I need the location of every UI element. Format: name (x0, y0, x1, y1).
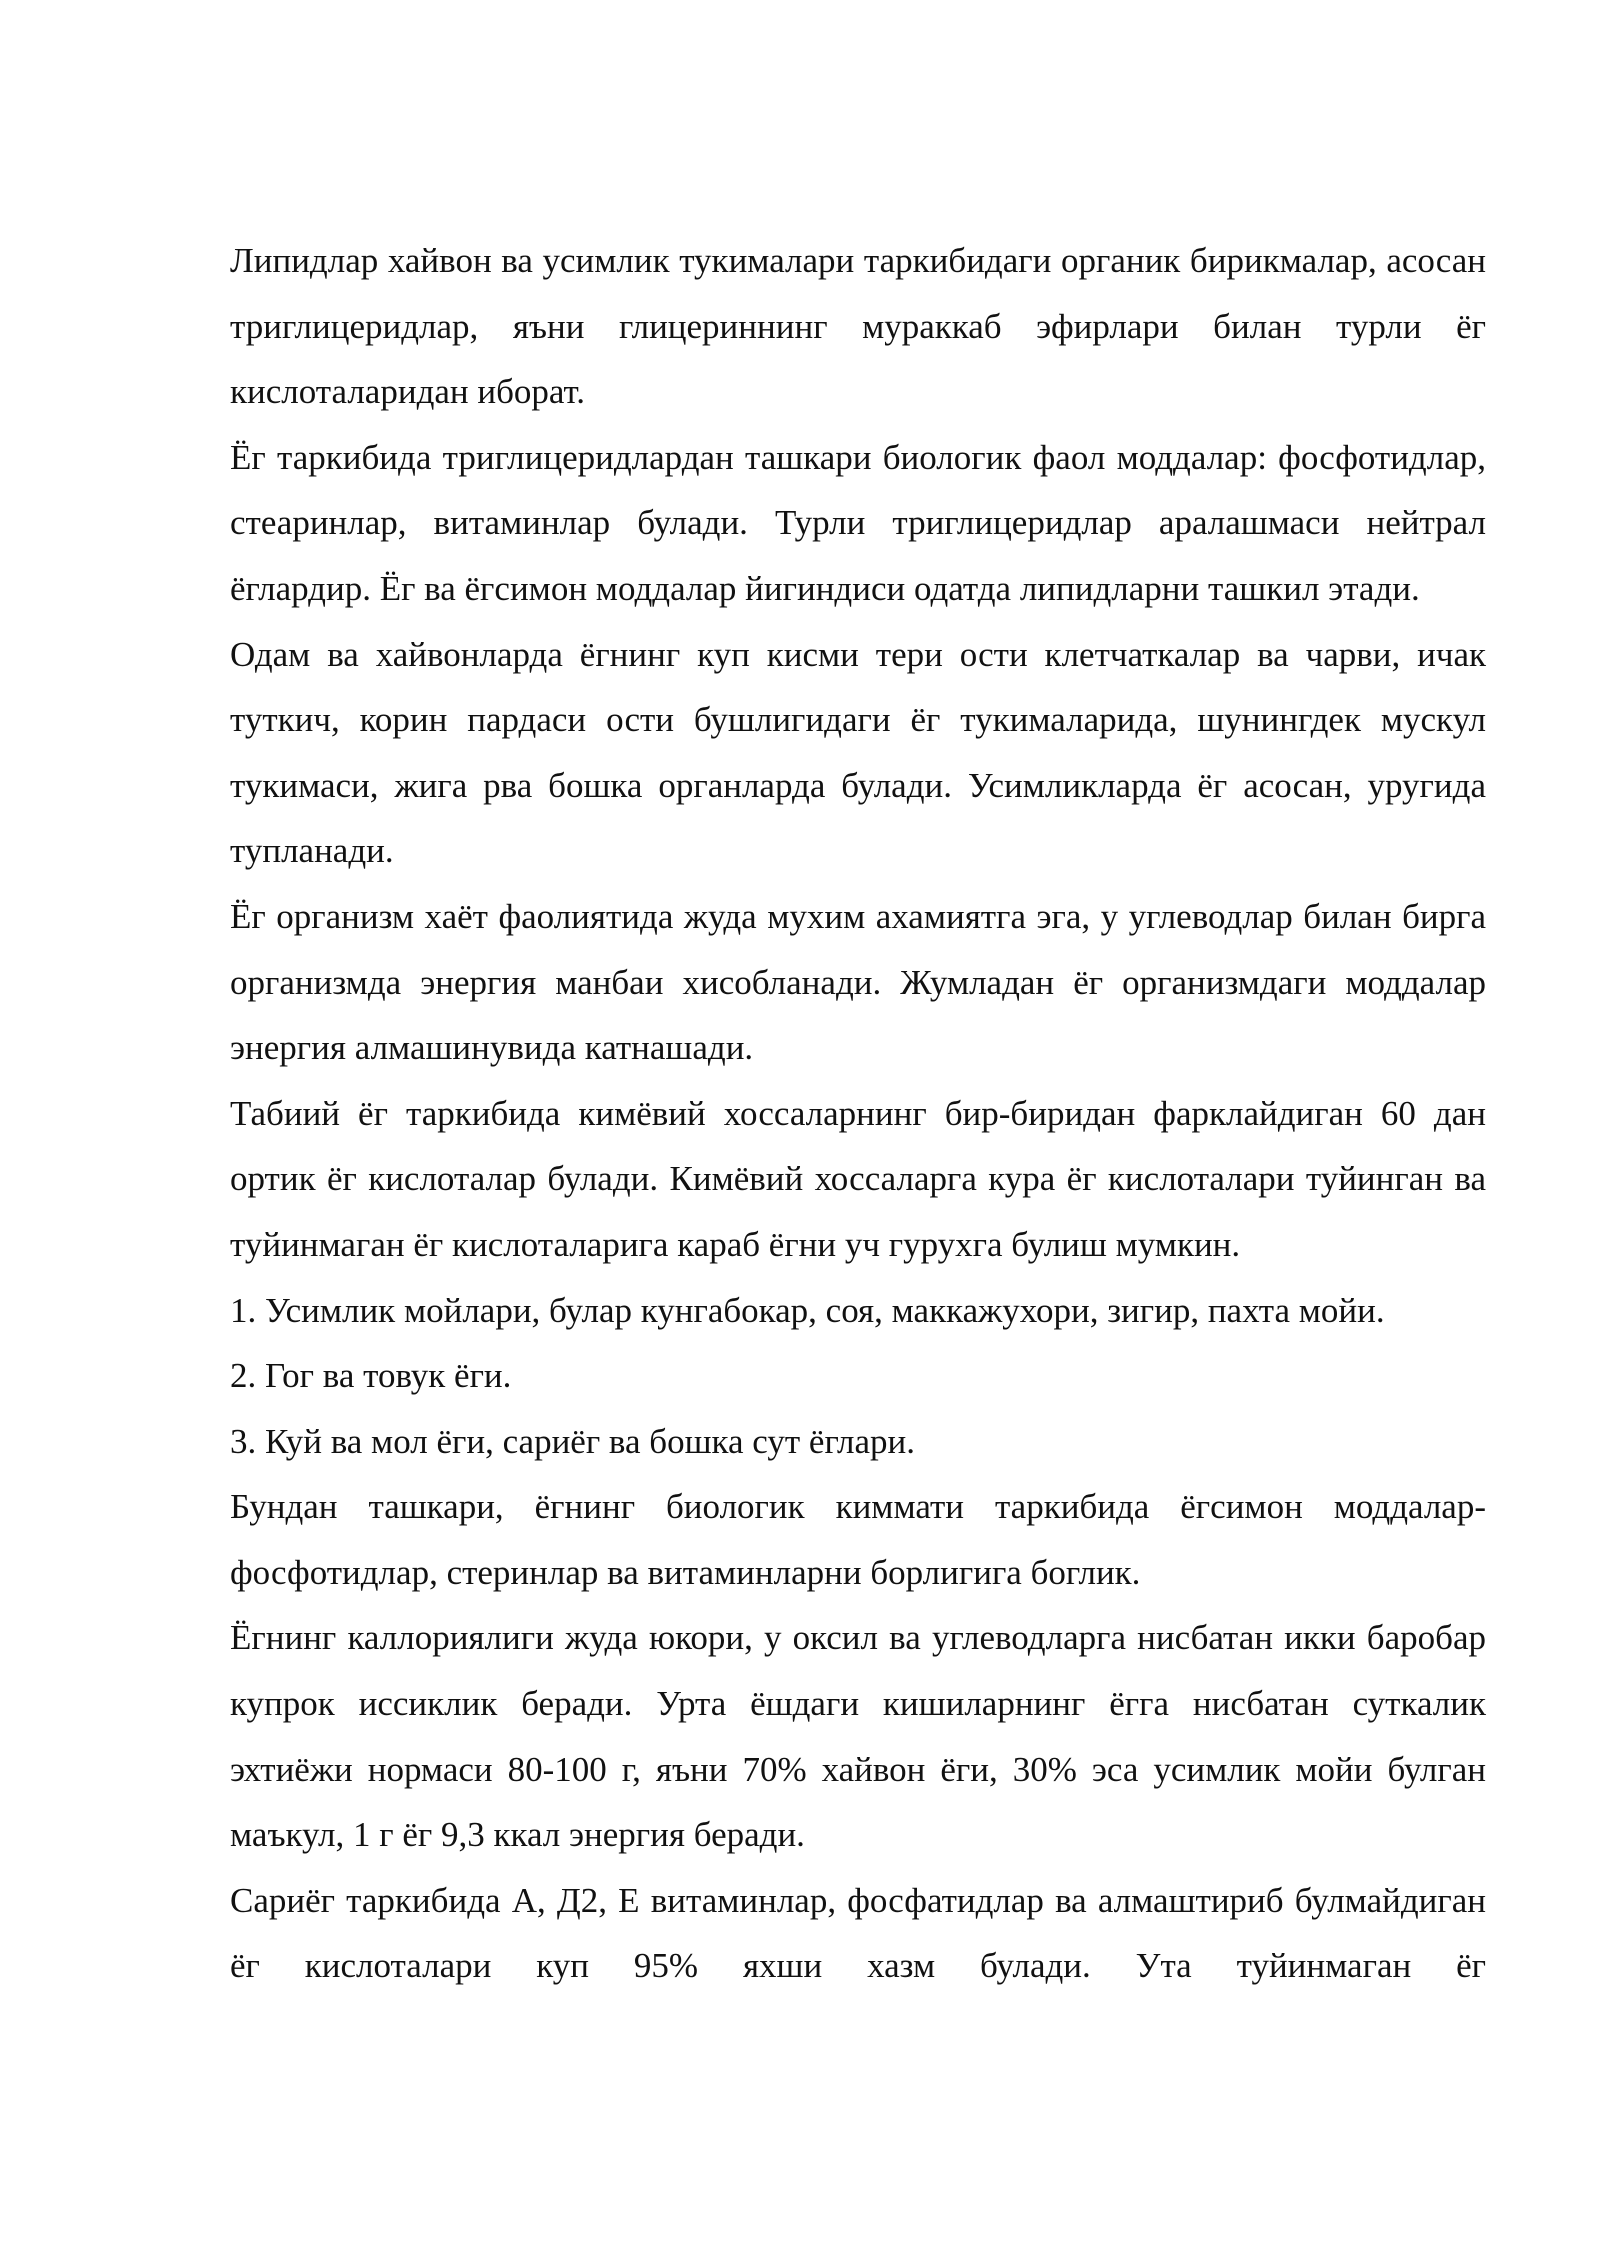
paragraph-butter-composition: Сариёг таркибида А, Д2, Е витаминлар, фосфатидлар ва алмаштириб булмайдиган ёг кислоталари куп 95% яхши хазм булади. Ута туйинмаган ёг (230, 1880, 1486, 1986)
paragraph-fat-importance: Ёг организм хаёт фаолиятида жуда мухим ахамиятга эга, у углеводлар билан бирга организмда энергия манбаи хисобланади. Жумладан ёг организмдаги моддалар энергия алмашинувида катнашади. (230, 896, 1486, 1068)
paragraph-calorie-content: Ёгнинг каллориялиги жуда юкори, у оксил ва углеводларга нисбатан икки баробар купрок иссиклик беради. Урта ёшдаги кишиларнинг ёгга нисбатан суткалик эхтиёжи нормаси 80-100 г, яъни 70% хайвон ёги, 30% эса усимлик мойи булган маъкул, 1 г ёг 9,3 ккал энергия беради. (230, 1618, 1486, 1855)
list-item-2: 2. Гог ва товук ёги. (230, 1356, 512, 1396)
list-item-1: 1. Усимлик мойлари, булар кунгабокар, соя, маккажухори, зигир, пахта мойи. (230, 1290, 1385, 1330)
paragraph-fat-location: Одам ва хайвонларда ёгнинг куп кисми тери ости клетчаткалар ва чарви, ичак туткич, корин пардаси ости бушлигидаги ёг тукималарида, шунингдек мускул тукимаси, жига рва бошка органларда булади. Усимликларда ёг асосан, уругида тупланади. (230, 634, 1486, 871)
paragraph-biological-value: Бундан ташкари, ёгнинг биологик киммати таркибида ёгсимон моддалар-фосфотидлар, стеринлар ва витаминларни борлигига боглик. (230, 1487, 1486, 1592)
list-item-3: 3. Куй ва мол ёги, сариёг ва бошка сут ёглари. (230, 1421, 916, 1461)
document-body (230, 228, 1486, 1999)
paragraph-lipids-definition: Липидлар хайвон ва усимлик тукималари таркибидаги органик бирикмалар, асосан триглицеридлар, яъни глицериннинг мураккаб эфирлари билан турли ёг кислоталаридан иборат. (230, 241, 1486, 412)
paragraph-fat-composition: Ёг таркибида триглицеридлардан ташкари биологик фаол моддалар: фосфотидлар, стеаринлар, витаминлар булади. Турли триглицеридлар аралашмаси нейтрал ёглардир. Ёг ва ёгсимон моддалар йигиндиси одатда липидларни ташкил этади. (230, 437, 1486, 608)
paragraph-fatty-acids: Табиий ёг таркибида кимёвий хоссаларнинг бир-биридан фарклайдиган 60 дан ортик ёг кислоталар булади. Кимёвий хоссаларга кура ёг кислоталари туйинган ва туйинмаган ёг кислоталарига караб ёгни уч гурухга булиш мумкин. (230, 1093, 1486, 1264)
